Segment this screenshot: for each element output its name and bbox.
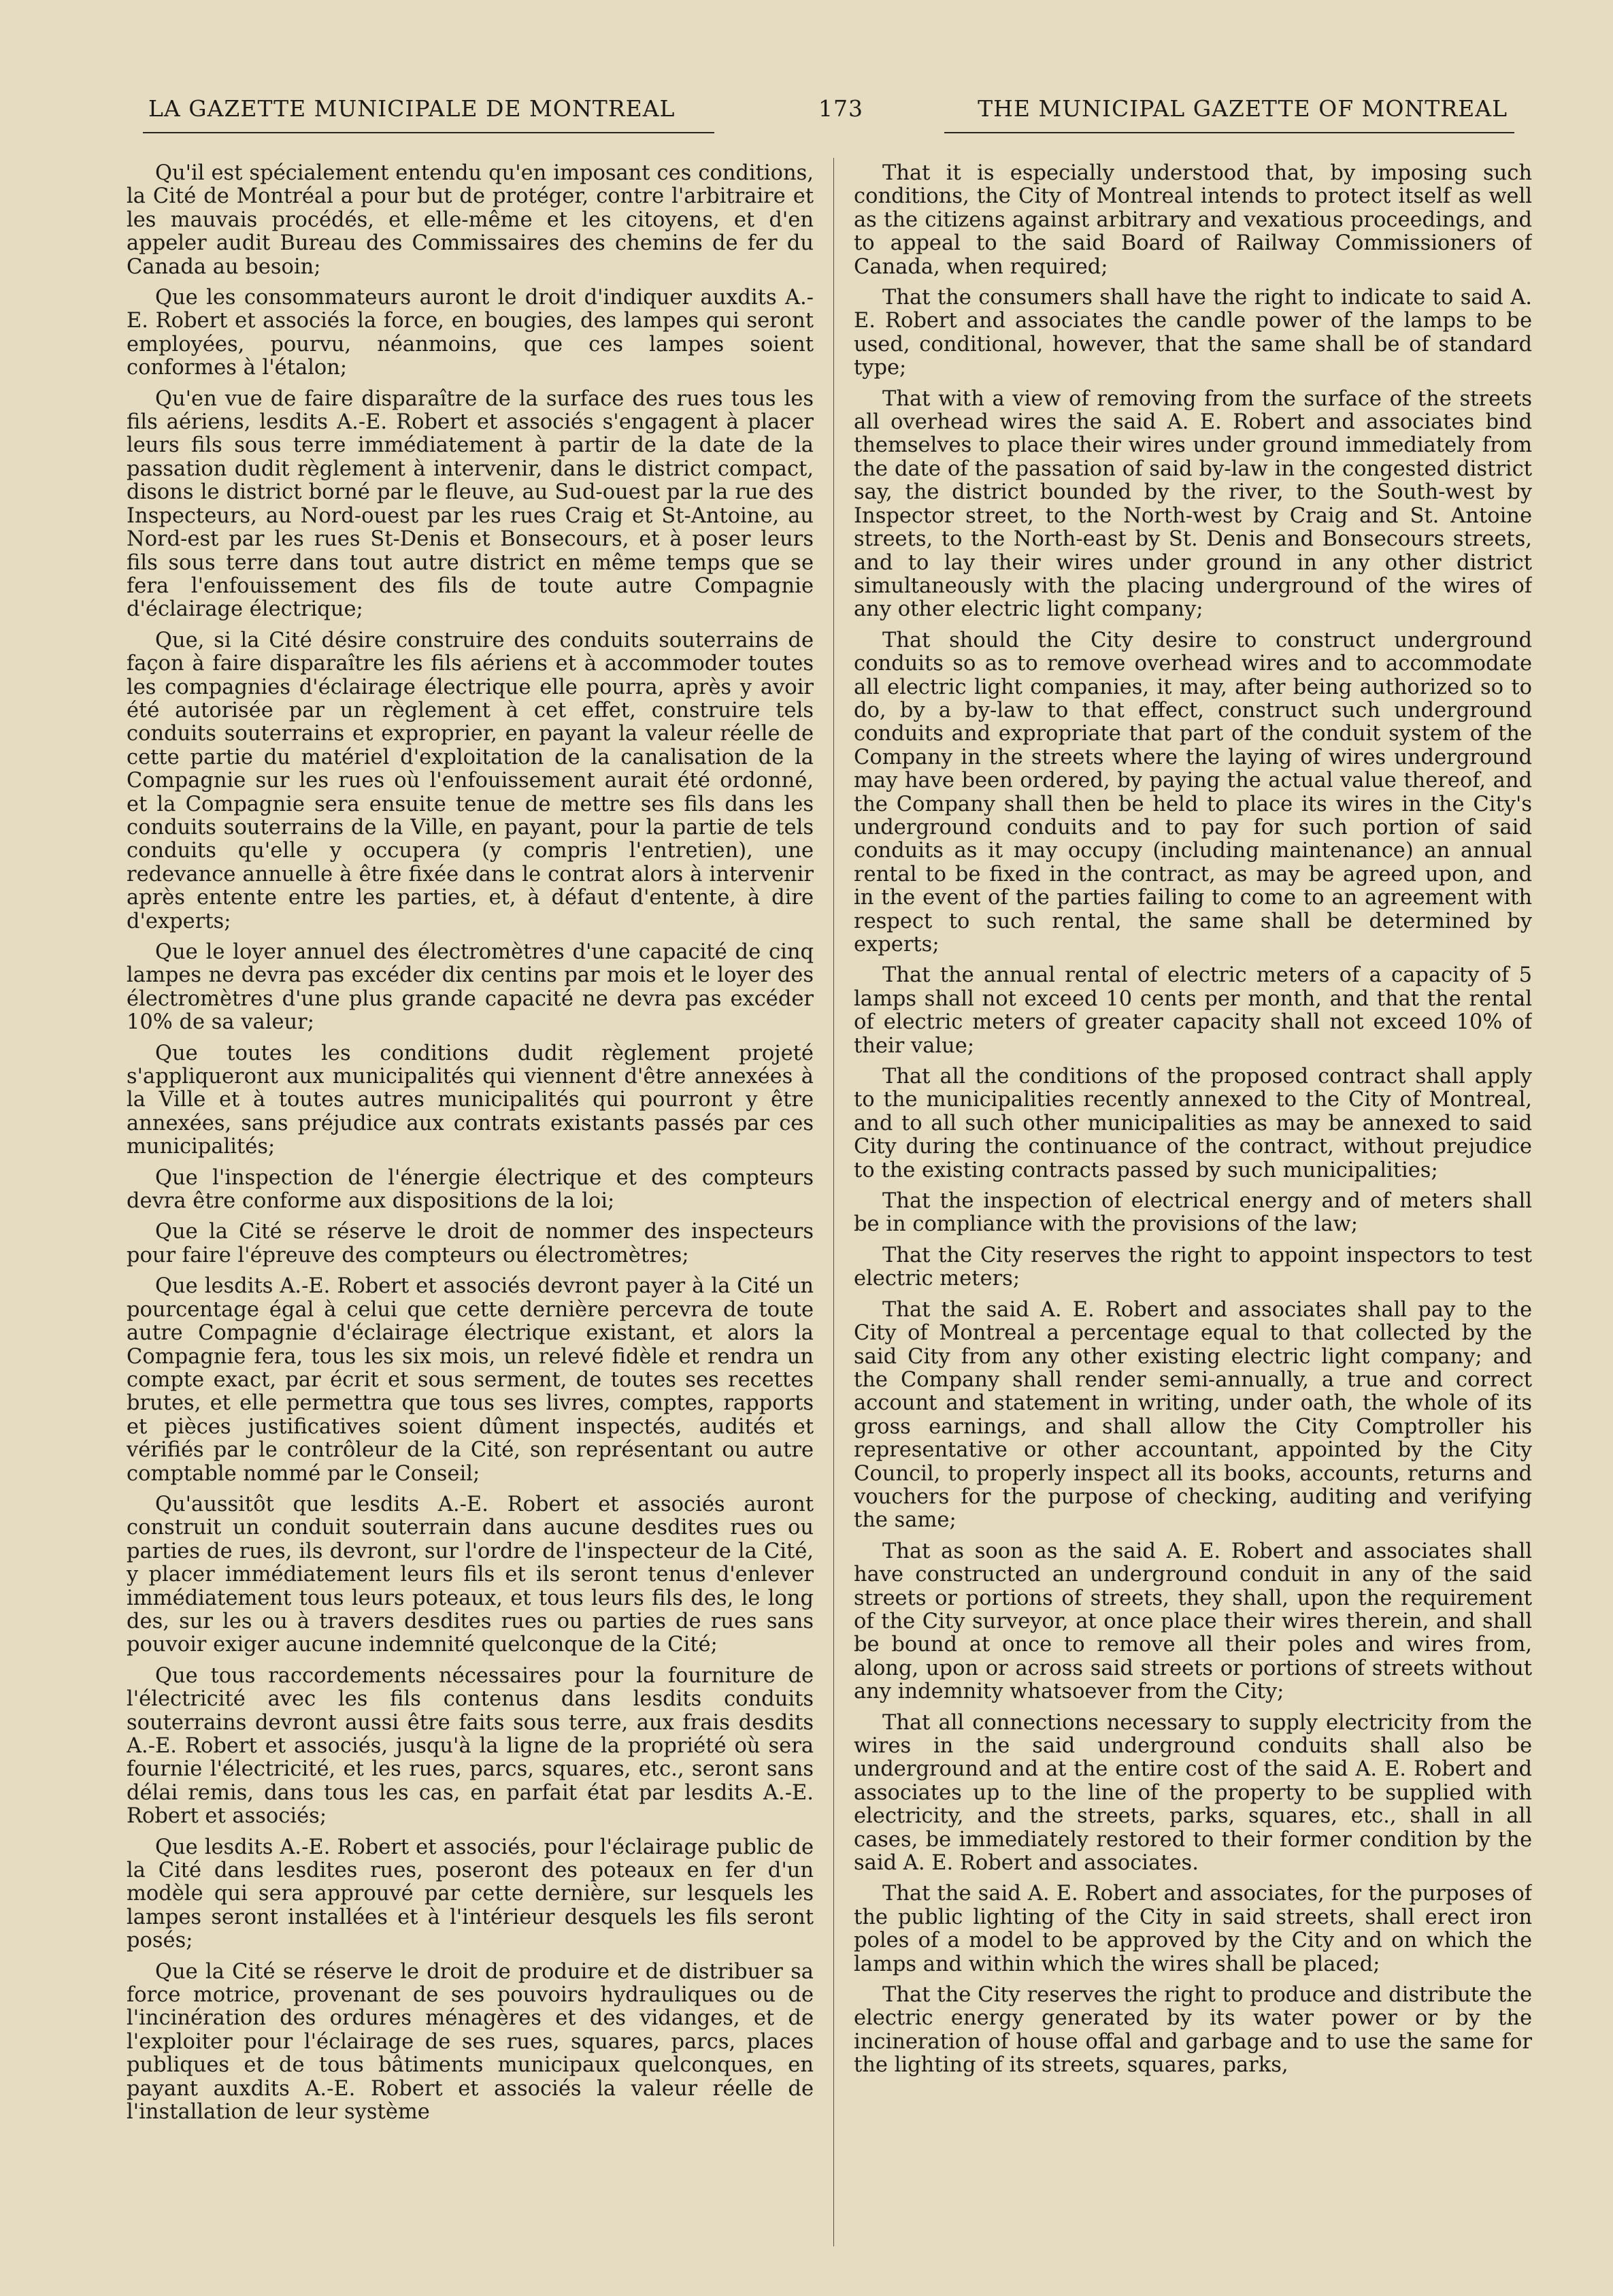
french-paragraph: Qu'aussitôt que lesdits A.-E. Robert et associés auront construit un conduit souterrain dans aucune desdites rues ou parties de rues, ils devront, sur l'ordre de l'inspecteur de la Cité, y placer immédiatement leurs fils et ils seront tenus d'enlever immédiatement tous leurs poteaux, et tous leurs fils des, le long des, sur les ou à travers desdites rues ou parties de rues sans pouvoir exiger aucune indemnité quelconque de la Cité;	[127, 1492, 814, 1657]
english-paragraph: That all the conditions of the proposed contract shall apply to the municipalities recently annexed to the City of Montreal, and to all such other municipalities as may be annexed to said City during the continuance of the contract, without prejudice to the existing contracts passed by such municipalities;	[854, 1065, 1532, 1182]
english-paragraph: That the inspection of electrical energy and of meters shall be in compliance with the provisions of the law;	[854, 1189, 1532, 1237]
french-paragraph: Qu'en vue de faire disparaître de la surface des rues tous les fils aériens, lesdits A.-E. Robert et associés s'engagent à placer leurs fils sous terre immédiatement à partir de la date de la passation dudit règlement à intervenir, dans le district compact, disons le district borné par le fleuve, au Sud-ouest par la rue des Inspecteurs, au Nord-ouest par les rues Craig et St-Antoine, au Nord-est par les rues St-Denis et Bonsecours, et à poser leurs fils sous terre dans tout autre district en même temps que se fera l'enfouissement des fils de toute autre Compagnie d'éclairage électrique;	[127, 386, 814, 622]
english-paragraph: That all connections necessary to supply electricity from the wires in the said underground conduits shall also be underground and at the entire cost of the said A. E. Robert and associates up to the line of the property to be supplied with electricity, and the streets, parks, squares, etc., shall in all cases, be immediately restored to their former condition by the said A. E. Robert and associates.	[854, 1710, 1532, 1876]
header-english-title: THE MUNICIPAL GAZETTE OF MONTREAL	[978, 95, 1508, 122]
english-column	[854, 162, 1532, 2237]
english-paragraph: That the City reserves the right to produce and distribute the electric energy generated by its water power or by the incineration of house offal and garbage and to use the same for the lighting of its streets, squares, parks,	[854, 1983, 1532, 2078]
english-paragraph: That the consumers shall have the right to indicate to said A. E. Robert and associates the candle power of the lamps to be used, conditional, however, that the same shall be of standard type;	[854, 286, 1532, 380]
french-paragraph: Que la Cité se réserve le droit de nommer des inspecteurs pour faire l'épreuve des compteurs ou électromètres;	[127, 1220, 814, 1267]
english-paragraph: That the annual rental of electric meters of a capacity of 5 lamps shall not exceed 10 cents per month, and that the rental of electric meters of greater capacity shall not exceed 10% of their value;	[854, 963, 1532, 1058]
english-paragraph: That as soon as the said A. E. Robert and associates shall have constructed an underground conduit in any of the said streets or portions of streets, they shall, upon the requirement of the City surveyor, at once place their wires therein, and shall be bound at once to remove all their poles and wires from, along, upon or across said streets or portions of streets without any indemnity whatsoever from the City;	[854, 1539, 1532, 1704]
french-paragraph: Que lesdits A.-E. Robert et associés, pour l'éclairage public de la Cité dans lesdites rues, poseront des poteaux en fer d'un modèle qui sera approuvé par cette dernière, sur lesquels les lampes seront installées et à l'intérieur desquels les fils seront posés;	[127, 1835, 814, 1953]
french-paragraph: Que lesdits A.-E. Robert et associés devront payer à la Cité un pourcentage égal à celui que cette dernière percevra de toute autre Compagnie d'éclairage électrique existant, et alors la Compagnie fera, tous les six mois, un relevé fidèle et rendra un compte exact, par écrit et sous serment, de toutes ses recettes brutes, et elle permettra que tous ses livres, comptes, rapports et pièces justificatives soient dûment inspectés, audités et vérifiés par le contrôleur de la Cité, son représentant ou autre comptable nommé par le Conseil;	[127, 1274, 814, 1486]
french-paragraph: Que les consommateurs auront le droit d'indiquer auxdits A.-E. Robert et associés la force, en bougies, des lampes qui seront employées, pourvu, néanmoins, que ces lampes soient conformes à l'étalon;	[127, 286, 814, 380]
english-paragraph: That the City reserves the right to appoint inspectors to test electric meters;	[854, 1243, 1532, 1291]
english-paragraph: That the said A. E. Robert and associates shall pay to the City of Montreal a percentage equal to that collected by the said City from any other existing electric light company; and the Company shall render semi-annually, a true and correct account and statement in writing, under oath, the whole of its gross earnings, and shall allow the City Comptroller his representative or other accountant, appointed by the City Council, to properly inspect all its books, accounts, returns and vouchers for the purpose of checking, auditing and verifying the same;	[854, 1297, 1532, 1533]
french-paragraph: Que, si la Cité désire construire des conduits souterrains de façon à faire disparaître les fils aériens et à accommoder toutes les compagnies d'éclairage électrique elle pourra, après y avoir été autorisée par un règlement à cet effet, construire tels conduits souterrains et exproprier, en payant la valeur réelle de cette partie du matériel d'exploitation de la canalisation de la Compagnie sur les rues où l'enfouissement aurait été ordonné, et la Compagnie sera ensuite tenue de mettre ses fils dans les conduits souterrains de la Ville, en payant, pour la partie de tels conduits qu'elle y occupera (y compris l'entretien), une redevance annuelle à être fixée dans le contrat alors à intervenir après entente entre les parties, et, à défaut d'entente, à dire d'experts;	[127, 628, 814, 933]
header-rule-left	[143, 132, 714, 133]
english-paragraph: That should the City desire to construct underground conduits so as to remove overhead wires and to accommodate all electric light companies, it may, after being authorized so to do, by a by-law to that effect, construct such underground conduits and expropriate that part of the conduit system of the Company in the streets where the laying of wires underground may have been ordered, by paying the actual value thereof, and the Company shall then be held to place its wires in the City's underground conduits and to pay for such portion of said conduits as it may occupy (including maintenance) an annual rental to be fixed in the contract, as may be agreed upon, and in the event of the parties failing to come to an agreement with respect to such rental, the same shall be determined by experts;	[854, 628, 1532, 956]
page-header	[148, 95, 1508, 129]
french-paragraph: Qu'il est spécialement entendu qu'en imposant ces conditions, la Cité de Montréal a pour but de protéger, contre l'arbitraire et les mauvais procédés, et elle-même et les citoyens, et d'en appeler audit Bureau des Commissaires des chemins de fer du Canada au besoin;	[127, 162, 814, 279]
french-paragraph: Que le loyer annuel des électromètres d'une capacité de cinq lampes ne devra pas excéder dix centins par mois et le loyer des électromètres d'une plus grande capacité ne devra pas excéder 10% de sa valeur;	[127, 940, 814, 1035]
french-column	[127, 162, 814, 2237]
french-paragraph: Que toutes les conditions dudit règlement projeté s'appliqueront aux municipalités qui viennent d'être annexées à la Ville et à toutes autres municipalités qui pourront y être annexées, sans préjudice aux contrats existants passés par ces municipalités;	[127, 1041, 814, 1159]
french-paragraph: Que la Cité se réserve le droit de produire et de distribuer sa force motrice, provenant de ses pouvoirs hydrauliques ou de l'incinération des ordures ménagères et des vidanges, et de l'exploiter pour l'éclairage de ses rues, squares, parcs, places publiques et de tous bâtiments municipaux quelconques, en payant auxdits A.-E. Robert et associés la valeur réelle de l'installation de leur système	[127, 1959, 814, 2125]
french-paragraph: Que l'inspection de l'énergie électrique et des compteurs devra être conforme aux dispositions de la loi;	[127, 1165, 814, 1214]
english-paragraph: That the said A. E. Robert and associates, for the purposes of the public lighting of the City in said streets, shall erect iron poles of a model to be approved by the City and on which the lamps and within which the wires shall be placed;	[854, 1882, 1532, 1976]
column-divider	[833, 158, 834, 2246]
header-french-title: LA GAZETTE MUNICIPALE DE MONTREAL	[148, 95, 676, 122]
page-number: 173	[818, 95, 863, 122]
english-paragraph: That with a view of removing from the surface of the streets all overhead wires the said A. E. Robert and associates bind themselves to place their wires under ground immediately from the date of the passation of said by-law in the congested district say, the district bounded by the river, to the South-west by Inspector street, to the North-west by Craig and St. Antoine streets, to the North-east by St. Denis and Bonsecours streets, and to lay their wires under ground in any other district simultaneously with the placing underground of the wires of any other electric light company;	[854, 386, 1532, 622]
french-paragraph: Que tous raccordements nécessaires pour la fourniture de l'électricité avec les fils contenus dans lesdits conduits souterrains devront aussi être faits sous terre, aux frais desdits A.-E. Robert et associés, jusqu'à la ligne de la propriété où sera fournie l'électricité, et les rues, parcs, squares, etc., seront sans délai remis, dans tous les cas, en parfait état par lesdits A.-E. Robert et associés;	[127, 1663, 814, 1829]
header-rule-right	[944, 132, 1514, 133]
english-paragraph: That it is especially understood that, by imposing such conditions, the City of Montreal intends to protect itself as well as the citizens against arbitrary and vexatious proceedings, and to appeal to the said Board of Railway Commissioners of Canada, when required;	[854, 162, 1532, 279]
